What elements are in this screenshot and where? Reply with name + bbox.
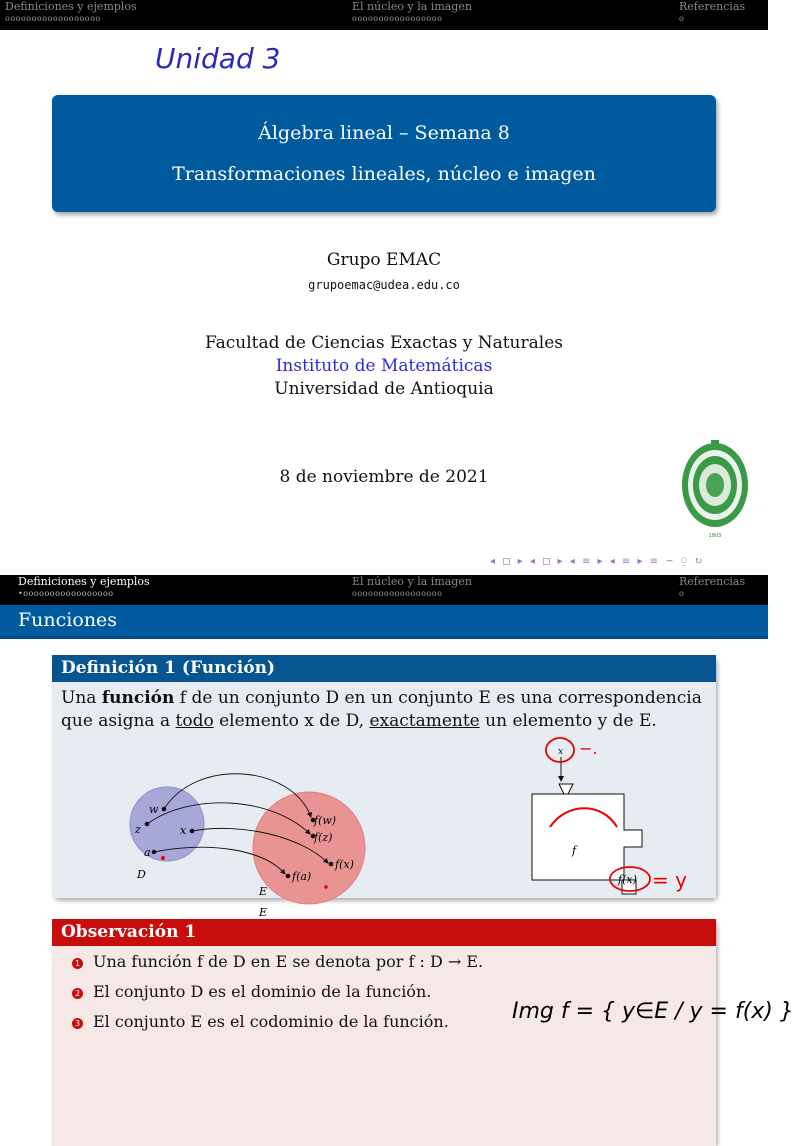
nav-section-label: Referencias [679, 0, 746, 13]
svg-text:f(x): f(x) [335, 858, 354, 871]
nav-section-label: Referencias [679, 575, 746, 588]
svg-text:x: x [180, 824, 187, 837]
title-box [52, 95, 716, 212]
observation-block [52, 919, 716, 1146]
slide-funciones [0, 575, 794, 1031]
nav-header [0, 575, 768, 605]
nav-section-nucleo[interactable] [352, 0, 472, 24]
institute-link[interactable]: Instituto de Matemáticas [275, 356, 493, 376]
slide-title [0, 0, 768, 575]
svg-text:1803: 1803 [708, 533, 722, 539]
observation-item: 3 El conjunto E es el codominio de la función. [72, 1012, 449, 1031]
svg-text:f(a): f(a) [292, 870, 312, 883]
observation-body [52, 946, 716, 1146]
nav-section-definiciones[interactable] [18, 575, 150, 599]
handwritten-image-definition: Img f = { y∈E / y = f(x) } [512, 999, 794, 1024]
svg-text:E: E [259, 885, 268, 898]
handwritten-unit-note: Unidad 3 [155, 42, 281, 75]
svg-text:f(z): f(z) [314, 831, 333, 844]
nav-section-definiciones[interactable] [5, 0, 137, 24]
function-diagram [52, 737, 716, 919]
svg-text:z: z [135, 823, 141, 836]
beamer-navigation-symbols[interactable]: ◂ ◻ ▸ ◂ ◻ ▸ ◂ ≡ ▸ ◂ ≡ ▸ ≡ ∽ ⍜ ↻ [490, 556, 705, 567]
nav-dots[interactable]: oooooooooooooooooo [5, 14, 101, 23]
author-email[interactable]: grupoemac@udea.edu.co [308, 278, 460, 292]
definition-text: Una función f de un conjunto D en un conjunto E es una correspondencia que asigna a todo elemento x de D, exactamente un elemento y de E. [61, 688, 702, 731]
presentation-subtitle: Transformaciones lineales, núcleo e imagen [172, 163, 596, 185]
svg-text:x: x [558, 747, 564, 757]
presentation-title: Álgebra lineal – Semana 8 [258, 122, 510, 144]
svg-text:f(x): f(x) [618, 873, 637, 886]
nav-section-label: Definiciones y ejemplos [5, 0, 137, 13]
svg-text:= y: = y [652, 868, 687, 892]
nav-section-label: El núcleo y la imagen [352, 575, 472, 588]
nav-dots[interactable]: o [679, 14, 685, 23]
svg-text:w: w [149, 803, 159, 816]
nav-section-referencias[interactable] [679, 0, 745, 24]
nav-dots[interactable]: ooooooooooooooooo [352, 14, 443, 23]
nav-section-label: Definiciones y ejemplos [18, 575, 150, 588]
nav-dots[interactable]: ooooooooooooooooo [352, 589, 443, 598]
svg-text:f(w): f(w) [314, 814, 337, 827]
svg-text:E: E [259, 906, 268, 919]
observation-item: 2 El conjunto D es el dominio de la función. [72, 982, 431, 1001]
observation-title: Observación 1 [52, 919, 716, 946]
nav-section-referencias[interactable] [679, 575, 745, 599]
definition-body [52, 682, 716, 919]
svg-text:f: f [572, 844, 577, 857]
frame-title: Funciones [0, 605, 768, 639]
presentation-date: 8 de noviembre de 2021 [279, 467, 489, 487]
nav-section-label: El núcleo y la imagen [352, 0, 472, 13]
author: Grupo EMAC [326, 250, 442, 270]
definition-block [52, 655, 716, 919]
nav-dots[interactable]: o [679, 589, 685, 598]
nav-section-nucleo[interactable] [352, 575, 472, 599]
svg-text:D: D [137, 868, 146, 881]
definition-title: Definición 1 (Función) [52, 655, 716, 682]
nav-header [0, 0, 768, 30]
nav-dots[interactable]: •ooooooooooooooooo [18, 589, 114, 598]
faculty: Facultad de Ciencias Exactas y Naturales [205, 333, 563, 353]
university-seal-logo [680, 440, 750, 540]
svg-text:−.: −. [579, 739, 598, 758]
observation-item: 1 Una función f de D en E se denota por f : D → E. [72, 952, 483, 971]
codomain-set [253, 792, 365, 904]
university: Universidad de Antioquia [274, 379, 494, 399]
svg-text:a: a [144, 846, 151, 859]
